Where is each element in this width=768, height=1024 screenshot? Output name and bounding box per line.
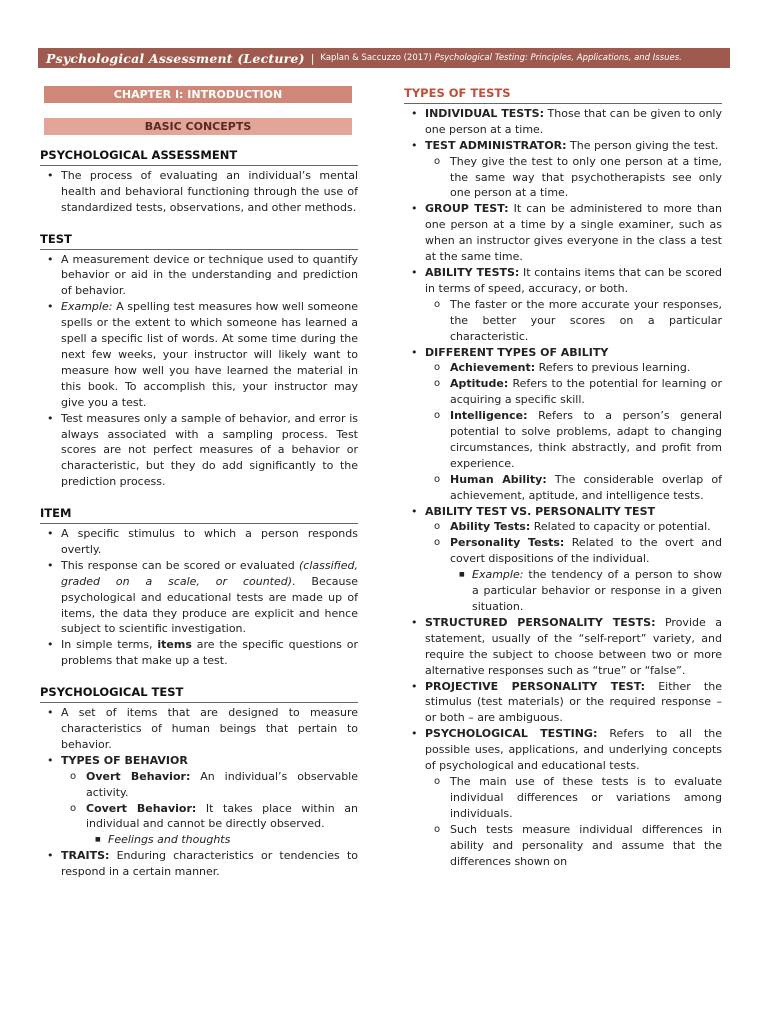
right-column <box>404 86 722 869</box>
list-item: • The process of evaluating an individual’s mental health and behavioral functioning through the use of standardized tests, observations, and other methods. <box>40 168 358 216</box>
term: Ability Tests: <box>450 520 531 534</box>
heading-item: ITEM <box>40 506 358 524</box>
list-item <box>404 679 722 727</box>
definition: The considerable overlap of achievement, aptitude, and intelligence tests. <box>450 472 722 502</box>
item-text: . Because psychological and educational tests are made up of items, the data they produce are explicit and hence subject to scientific investigation. <box>61 574 358 636</box>
term: Personality Tests: <box>450 536 565 550</box>
sublist-item <box>404 519 722 535</box>
list-item <box>404 504 722 615</box>
sub-sublist-item <box>404 567 722 615</box>
citation-title: Psychological Testing: Principles, Applications, and Issues. <box>434 53 682 63</box>
example-text: the tendency of a person to show a particular behavior or response in a given situation. <box>472 568 722 613</box>
sublist <box>404 154 722 202</box>
list-item <box>40 753 358 848</box>
heading-psychological-assessment: PSYCHOLOGICAL ASSESSMENT <box>40 148 358 166</box>
item-bold: items <box>157 638 192 652</box>
definition: Related to the overt and covert dispositions of the individual. <box>450 536 722 566</box>
overt-text: An individual’s observable activity. <box>86 769 358 799</box>
traits-text: Enduring characteristics or tendencies to respond in a certain manner. <box>61 849 358 879</box>
behavior-sublist <box>40 769 358 849</box>
psych-assessment-list <box>40 168 358 216</box>
heading-test: TEST <box>40 232 358 250</box>
header-bar <box>38 48 730 68</box>
types-list <box>404 106 722 870</box>
term: TEST ADMINISTRATOR: <box>425 138 567 152</box>
definition: Related to capacity or potential. <box>530 520 711 534</box>
example-label: Example: <box>472 568 524 582</box>
definition: Provide a statement, usually of the “self-report” variety, and require the subject to choose between two or more alternative responses such as “true” or “false”. <box>425 615 722 677</box>
definition: Those that can be given to only one person at a time. <box>425 106 722 136</box>
left-column <box>40 86 358 880</box>
sublist <box>404 360 722 503</box>
course-title: Psychological Assessment (Lecture) <box>46 50 305 66</box>
citation-authors: Kaplan & Saccuzzo (2017) <box>320 53 435 63</box>
item-list <box>40 526 358 669</box>
item-text: In simple terms, <box>61 638 158 652</box>
sublist <box>404 774 722 869</box>
definition: It can be administered to more than one person at a time by a single examiner, such as when an instructor gives everyone in the class a test at the same time. <box>425 202 722 264</box>
sublist <box>404 297 722 345</box>
list-item <box>40 558 358 638</box>
sublist-item <box>40 801 358 849</box>
list-item <box>404 201 722 265</box>
list-item: • A set of items that are designed to measure characteristics of human beings that pertain to behavior. <box>40 705 358 753</box>
sublist-item: o They give the test to only one person at a time, the same way that psychotherapists see only one person at a time. <box>404 154 722 202</box>
definition: Refers to previous learning. <box>535 361 691 375</box>
header-separator: | <box>310 51 315 65</box>
term: INDIVIDUAL TESTS: <box>425 106 544 120</box>
term: PROJECTIVE PERSONALITY TEST: <box>425 679 646 693</box>
example-label: Example: <box>61 300 113 314</box>
covert-label: Covert Behavior: <box>86 801 197 815</box>
definition: Refers to all the possible uses, applications, and underlying concepts of psychological and educational tests. <box>425 727 723 773</box>
sublist-item <box>404 376 722 408</box>
list-item <box>404 615 722 679</box>
definition: It contains items that can be scored in terms of speed, accuracy, or both. <box>425 265 723 295</box>
sublist-item: o Such tests measure individual differences in ability and personality and assume that the differences shown on <box>404 822 722 870</box>
overt-label: Overt Behavior: <box>86 769 191 783</box>
sublist <box>404 519 722 614</box>
test-list <box>40 252 358 491</box>
term: GROUP TEST: <box>425 202 509 216</box>
list-item: • Test measures only a sample of behavior, and error is always associated with a sampling process. Test scores are not perfect measures of a behavior or characteristic, but they do add significantly to the prediction process. <box>40 411 358 491</box>
heading-psychological-test: PSYCHOLOGICAL TEST <box>40 685 358 703</box>
types-of-behavior: TYPES OF BEHAVIOR <box>61 753 188 767</box>
list-item: • A measurement device or technique used to quantify behavior or aid in the understanding and prediction of behavior. <box>40 252 358 300</box>
list-item <box>40 848 358 880</box>
sub-sublist <box>404 567 722 615</box>
term: ABILITY TEST VS. PERSONALITY TEST <box>425 504 655 518</box>
sublist-item <box>40 769 358 801</box>
list-item <box>404 138 722 202</box>
term: Aptitude: <box>450 377 509 391</box>
term: Achievement: <box>450 361 536 375</box>
definition: Either the stimulus (test materials) or the required response – or both – are ambiguous. <box>425 679 722 725</box>
term: PSYCHOLOGICAL TESTING: <box>425 727 598 741</box>
traits-label: TRAITS: <box>61 849 110 863</box>
heading-types-of-tests: TYPES OF TESTS <box>404 86 722 104</box>
term: DIFFERENT TYPES OF ABILITY <box>425 345 609 359</box>
sublist-item <box>404 360 722 376</box>
list-item <box>404 106 722 138</box>
term: Intelligence: <box>450 409 528 423</box>
sub-sublist-item <box>40 832 358 848</box>
definition: Refers to a person’s general potential to solve problems, adapt to changing circumstances, think abstractly, and profit from experience. <box>450 409 722 470</box>
list-item <box>404 265 722 345</box>
sublist-item: o The main use of these tests is to evaluate individual differences or variations among individuals. <box>404 774 722 822</box>
definition: The person giving the test. <box>566 138 719 152</box>
term: Human Ability: <box>450 472 547 486</box>
list-item <box>404 345 722 504</box>
header-citation <box>320 53 681 63</box>
item-text: This response can be scored or evaluated <box>61 558 299 572</box>
item-text: are the specific questions or problems that make up a test. <box>61 638 358 668</box>
list-item <box>40 299 358 410</box>
sublist-item <box>404 535 722 615</box>
sublist-item: o The faster or the more accurate your responses, the better your scores on a particular characteristic. <box>404 297 722 345</box>
definition: Refers to the potential for learning or acquiring a specific skill. <box>450 377 722 407</box>
covert-text: It takes place within an individual and cannot be directly observed. <box>86 801 358 831</box>
item-italic: (classified, graded on a scale, or counted) <box>61 558 358 588</box>
term: ABILITY TESTS: <box>425 265 520 279</box>
list-item: • A specific stimulus to which a person responds overtly. <box>40 526 358 558</box>
term: STRUCTURED PERSONALITY TESTS: <box>425 615 656 629</box>
covert-example: Feelings and thoughts <box>108 833 231 847</box>
covert-sublist <box>40 832 358 848</box>
chapter-banner: CHAPTER I: INTRODUCTION <box>44 86 352 103</box>
sublist-item <box>404 472 722 504</box>
list-item <box>40 637 358 669</box>
basic-concepts-banner: BASIC CONCEPTS <box>44 118 352 135</box>
psych-test-list <box>40 705 358 880</box>
sublist-item <box>404 408 722 472</box>
list-item <box>404 726 722 869</box>
example-text: A spelling test measures how well someone spells or the extent to which someone has learned a spell a specific list of words. At some time during the next few weeks, your instructor will likely want to measure how well you have learned the material in this book. To accomplish this, your instructor may give you a test. <box>61 300 358 409</box>
